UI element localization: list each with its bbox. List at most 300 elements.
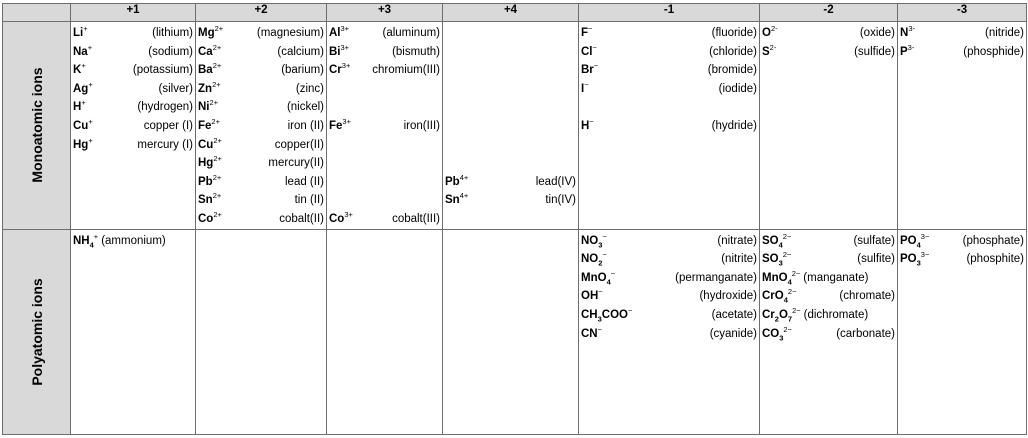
ion-charge: 3+ (344, 210, 353, 220)
ion-entry (329, 117, 440, 136)
element-symbol: N (900, 27, 909, 39)
ion-entry (900, 250, 1024, 269)
ion-name: (acetate) (711, 308, 757, 321)
ion-charge: 2- (769, 42, 777, 52)
header-plus2: +2 (196, 4, 327, 22)
ion-charge: 2+ (212, 172, 222, 182)
ion-charge: + (88, 135, 93, 145)
ion-name: cobalt(II) (279, 212, 324, 225)
ion-entry (581, 24, 757, 43)
formula-text: NH (73, 234, 90, 247)
ion-entry (73, 80, 193, 99)
ion-formula (329, 43, 349, 62)
ion-entry (445, 191, 576, 210)
header-row (3, 4, 1027, 22)
ion-charge: + (88, 117, 93, 127)
cell-mono-plus1 (71, 22, 196, 230)
empty-line (445, 136, 576, 155)
ion-name: chromium(III) (372, 64, 440, 77)
ion-formula (445, 191, 468, 210)
ion-formula (73, 136, 93, 155)
formula-text: CO (762, 327, 780, 340)
element-symbol: Cr (329, 64, 342, 77)
ion-charge: 3- (908, 24, 915, 34)
ion-entry (329, 61, 440, 80)
ion-formula (581, 61, 598, 80)
ion-charge: 2− (782, 250, 792, 260)
ion-charge: − (610, 268, 616, 278)
ion-name: (chromate) (839, 290, 895, 303)
ion-charge: 3+ (341, 61, 351, 71)
ion-name: (sulfide) (854, 45, 895, 58)
ion-charge: + (88, 79, 93, 89)
cell-mono-minus3 (898, 22, 1027, 230)
formula-text: MnO (762, 271, 788, 284)
ion-formula (198, 98, 218, 117)
ion-entry (198, 154, 324, 173)
ion-name: (dichromate) (803, 308, 869, 321)
formula-subscript: 4 (778, 239, 783, 249)
element-symbol: Li (73, 27, 84, 39)
cell-mono-minus1 (579, 22, 760, 230)
element-symbol: Mg (198, 27, 215, 39)
ion-formula (198, 61, 221, 80)
ion-entry (329, 43, 440, 62)
ion-formula (581, 80, 589, 99)
ion-name: (calcium) (277, 45, 324, 58)
element-symbol: Cu (198, 138, 214, 151)
ion-charge: 2− (782, 231, 792, 241)
empty-line (329, 98, 440, 117)
formula-text: NO (581, 234, 599, 247)
ion-formula (329, 61, 350, 80)
formula-subscript: 4 (89, 239, 94, 249)
ion-name: (phosphate) (962, 234, 1024, 247)
header-minus2: -2 (760, 4, 898, 22)
formula-subscript: 2 (598, 258, 603, 268)
formula-subscript: 4 (916, 239, 921, 249)
ion-name: (carbonate) (836, 327, 895, 340)
ion-name: (nitrite) (721, 253, 757, 266)
ion-charge: 2+ (212, 42, 222, 52)
ion-entry (762, 250, 895, 269)
cell-poly-plus3 (327, 229, 443, 434)
element-symbol: Fe (329, 119, 343, 132)
ion-name: (ammonium) (101, 234, 166, 247)
ion-entry (198, 136, 324, 155)
ion-entry (445, 173, 576, 192)
ion-entry (198, 80, 324, 99)
ion-charge: 2- (770, 24, 778, 34)
ion-formula (73, 232, 98, 251)
ion-charge: 2+ (212, 61, 222, 71)
ion-formula (581, 287, 603, 306)
formula-text: CN (581, 327, 598, 340)
cell-mono-plus2 (196, 22, 327, 230)
element-symbol: K (73, 64, 82, 77)
ion-formula (198, 154, 222, 173)
ion-charge: 2+ (213, 154, 222, 164)
ion-entry (762, 306, 895, 325)
ion-name: (fluoride) (711, 27, 757, 39)
ion-name: (chloride) (709, 45, 757, 58)
ion-name: lead(IV) (535, 175, 576, 188)
ion-entry (762, 325, 895, 344)
ion-formula (581, 325, 602, 344)
header-plus1: +1 (71, 4, 196, 22)
formula-subscript: 4 (606, 277, 611, 287)
ion-formula (581, 250, 607, 269)
ion-formula (329, 210, 353, 229)
ion-formula (762, 24, 778, 43)
element-symbol: Ba (198, 64, 213, 77)
ion-name: tin(IV) (545, 194, 576, 207)
ion-charge: + (93, 231, 99, 241)
ion-formula (900, 250, 929, 269)
element-symbol: Na (73, 45, 88, 58)
row-label-monoatomic: Monoatomic ions (28, 67, 45, 183)
ion-charge: − (593, 61, 599, 71)
cell-mono-plus4 (443, 22, 579, 230)
cell-poly-plus2 (196, 229, 327, 434)
header-plus4: +4 (443, 4, 579, 22)
formula-text: SO (762, 253, 779, 266)
formula-subscript: 4 (787, 277, 792, 287)
formula-subscript: 4 (783, 295, 788, 305)
ion-charge: − (628, 306, 633, 316)
formula-subscript: 3 (779, 332, 784, 342)
header-minus3: -3 (898, 4, 1027, 22)
ion-name: (zinc) (295, 82, 324, 95)
ion-name: copper(II) (274, 138, 324, 151)
ion-entry (73, 43, 193, 62)
ion-entry (73, 98, 193, 117)
ion-entry (581, 61, 757, 80)
ion-entry (198, 43, 324, 62)
ion-entry (581, 306, 757, 325)
formula-text: SO (762, 234, 779, 247)
ion-formula (198, 210, 222, 229)
ion-name: copper (I) (143, 119, 193, 132)
ion-charge: 2+ (213, 135, 222, 145)
ion-name: (sulfate) (853, 234, 895, 247)
monoatomic-row (3, 22, 1027, 230)
ion-charge: 2+ (213, 210, 222, 220)
ion-formula (581, 232, 607, 251)
element-symbol: Ni (198, 101, 210, 114)
ion-entry (198, 210, 324, 229)
ion-formula (581, 43, 597, 62)
ion-charge: 2− (783, 324, 792, 334)
ion-name: (cyanide) (709, 327, 757, 340)
ion-entry (198, 191, 324, 210)
ion-charge: 3+ (340, 24, 350, 34)
ion-entry (198, 117, 324, 136)
ion-formula (762, 269, 800, 288)
cell-mono-minus2 (760, 22, 898, 230)
cell-poly-minus1 (579, 229, 760, 434)
empty-line (329, 154, 440, 173)
ion-name: (potassium) (132, 64, 193, 77)
ion-charge: 2+ (212, 191, 222, 201)
empty-line (445, 98, 576, 117)
ion-table (2, 3, 1027, 435)
ion-charge: 3− (920, 250, 930, 260)
ion-charge: − (597, 324, 603, 334)
formula-subscript: 7 (787, 314, 793, 324)
ion-name: (sulfite) (857, 253, 895, 266)
element-symbol: Co (198, 212, 214, 225)
element-symbol: H (581, 119, 590, 132)
empty-line (445, 154, 576, 173)
ion-name: (aluminum) (382, 27, 440, 39)
ion-charge: + (81, 61, 86, 71)
ion-name: (iodide) (718, 82, 757, 95)
element-symbol: Cl (581, 45, 593, 58)
ion-name: (hydride) (711, 119, 757, 132)
ion-formula (73, 117, 93, 136)
ion-formula (762, 325, 792, 344)
ion-charge: 4+ (459, 172, 469, 182)
formula-subscript: 3 (778, 258, 783, 268)
element-symbol: Sn (198, 194, 213, 207)
ion-entry (581, 43, 757, 62)
ion-formula (198, 117, 220, 136)
ion-formula (581, 269, 615, 288)
ion-entry (198, 98, 324, 117)
header-minus1: -1 (579, 4, 760, 22)
ion-name: (silver) (158, 82, 193, 95)
ion-name: (nitrate) (717, 234, 757, 247)
element-symbol: Ag (73, 82, 89, 95)
formula-subscript: 3 (598, 239, 603, 249)
element-symbol: Ca (198, 45, 213, 58)
ion-formula (73, 80, 93, 99)
ion-entry (900, 43, 1024, 62)
element-symbol: Br (581, 64, 594, 77)
element-symbol: Hg (73, 138, 89, 151)
ion-name: cobalt(III) (392, 212, 440, 225)
element-symbol: P (900, 45, 908, 58)
ion-charge: 2− (787, 287, 797, 297)
formula-text: PO (900, 253, 917, 266)
ion-formula (762, 287, 796, 306)
cell-poly-plus1 (71, 229, 196, 434)
ion-charge: − (602, 231, 607, 241)
ion-name: (phosphide) (963, 45, 1024, 58)
element-symbol: Sn (445, 194, 460, 207)
ion-charge: 4+ (459, 191, 469, 201)
ion-entry (73, 24, 193, 43)
ion-name: iron (II) (287, 119, 324, 132)
element-symbol: Fe (198, 119, 212, 132)
ion-formula (445, 173, 468, 192)
ion-charge: + (81, 98, 86, 108)
element-symbol: Bi (329, 45, 341, 58)
cell-mono-plus3 (327, 22, 443, 230)
ion-name: (hydroxide) (699, 290, 757, 303)
element-symbol: F (581, 27, 589, 39)
ion-charge: 2− (792, 306, 801, 316)
ion-name: tin (II) (294, 194, 324, 207)
ion-entry (762, 24, 895, 43)
ion-name: (barium) (281, 64, 324, 77)
formula-text: OH (581, 290, 599, 303)
element-symbol: Zn (198, 82, 213, 95)
ion-formula (198, 24, 223, 43)
ion-entry (762, 269, 895, 288)
ion-entry (762, 232, 895, 251)
ion-name: lead (II) (285, 175, 324, 188)
ion-formula (198, 43, 221, 62)
empty-line (329, 191, 440, 210)
ion-entry (581, 287, 757, 306)
polyatomic-row (3, 229, 1027, 434)
empty-line (445, 43, 576, 62)
formula-subscript: 2 (774, 314, 779, 324)
ion-charge: 2+ (211, 117, 220, 127)
ion-entry (198, 173, 324, 192)
ion-formula (198, 191, 221, 210)
element-symbol: Al (329, 27, 341, 39)
ion-entry (73, 61, 193, 80)
cell-poly-minus3 (898, 229, 1027, 434)
formula-text: PO (900, 234, 917, 247)
cell-poly-plus4 (443, 229, 579, 434)
ion-name: (lithium) (152, 27, 193, 39)
formula-text: COO (601, 308, 628, 321)
ion-charge: 2+ (212, 79, 221, 89)
ion-formula (900, 24, 915, 43)
ion-entry (900, 232, 1024, 251)
ion-entry (329, 210, 440, 229)
ion-charge: + (87, 42, 93, 52)
ion-entry (73, 136, 193, 155)
ion-formula (329, 24, 349, 43)
ion-formula (73, 43, 92, 62)
ion-entry (581, 325, 757, 344)
ion-charge: − (602, 250, 607, 260)
empty-line (329, 80, 440, 99)
ion-name: (sodium) (148, 45, 193, 58)
cell-poly-minus2 (760, 229, 898, 434)
ion-charge: − (598, 287, 603, 297)
ion-entry (73, 232, 193, 251)
ion-name: (bismuth) (392, 45, 440, 58)
ion-formula (198, 136, 222, 155)
formula-text: CrO (762, 290, 784, 303)
empty-line (329, 173, 440, 192)
ion-charge: − (592, 42, 597, 52)
ion-formula (900, 232, 929, 251)
ion-formula (198, 173, 221, 192)
ion-name: (nitride) (985, 27, 1024, 39)
ion-formula (329, 117, 351, 136)
element-symbol: I (581, 82, 585, 95)
ion-entry (329, 24, 440, 43)
ion-charge: 2− (791, 268, 801, 278)
ion-formula (762, 250, 791, 269)
ion-name: (oxide) (859, 27, 895, 39)
ion-formula (73, 24, 88, 43)
ion-formula (73, 61, 86, 80)
ion-formula (581, 306, 632, 325)
formula-text: MnO (581, 271, 607, 284)
ion-charge: 2+ (214, 24, 224, 34)
ion-formula (73, 98, 86, 117)
element-symbol: Cu (73, 119, 89, 132)
ion-name: mercury(II) (268, 157, 324, 170)
ion-formula (762, 232, 791, 251)
ion-entry (581, 117, 757, 136)
empty-line (445, 117, 576, 136)
ion-entry (762, 287, 895, 306)
ion-entry (581, 250, 757, 269)
element-symbol: S (762, 45, 770, 58)
ion-formula (581, 24, 592, 43)
ion-formula (762, 306, 801, 325)
ion-charge: − (589, 117, 594, 127)
formula-text: NO (581, 253, 599, 266)
header-plus3: +3 (327, 4, 443, 22)
element-symbol: Pb (445, 175, 460, 188)
ion-charge: − (588, 24, 593, 34)
formula-subscript: 3 (916, 258, 921, 268)
ion-charge: 3- (907, 42, 915, 52)
ion-entry (581, 232, 757, 251)
ion-entry (900, 24, 1024, 43)
ion-entry (73, 117, 193, 136)
ion-name: (permanganate) (675, 271, 757, 284)
formula-text: O (778, 308, 788, 321)
ion-entry (581, 269, 757, 288)
formula-subscript: 3 (597, 314, 602, 324)
formula-text: Cr (762, 308, 775, 321)
ion-name: (hydrogen) (137, 101, 193, 114)
ion-entry (198, 24, 324, 43)
row-header-polyatomic (3, 229, 71, 434)
ion-charge: 3+ (342, 117, 351, 127)
ion-name: mercury (I) (137, 138, 193, 151)
ion-entry (198, 61, 324, 80)
element-symbol: Hg (198, 157, 214, 170)
ion-name: (manganate) (803, 271, 869, 284)
ion-name: (bromide) (707, 64, 757, 77)
element-symbol: Pb (198, 175, 213, 188)
empty-line (445, 61, 576, 80)
ion-charge: + (83, 24, 88, 34)
ion-charge: 3− (920, 231, 930, 241)
empty-line (445, 80, 576, 99)
element-symbol: O (762, 27, 771, 39)
ion-charge: 3+ (340, 42, 350, 52)
ion-name: (nickel) (286, 101, 324, 114)
empty-line (581, 98, 757, 117)
formula-text: CH (581, 308, 598, 321)
ion-formula (198, 80, 221, 99)
ion-entry (581, 80, 757, 99)
ion-formula (900, 43, 914, 62)
empty-line (329, 136, 440, 155)
ion-name: (phosphite) (966, 253, 1024, 266)
element-symbol: H (73, 101, 82, 114)
ion-name: iron(III) (403, 119, 440, 132)
ion-entry (762, 43, 895, 62)
ion-charge: − (584, 79, 589, 89)
ion-formula (762, 43, 776, 62)
element-symbol: Co (329, 212, 345, 225)
empty-line (445, 24, 576, 43)
